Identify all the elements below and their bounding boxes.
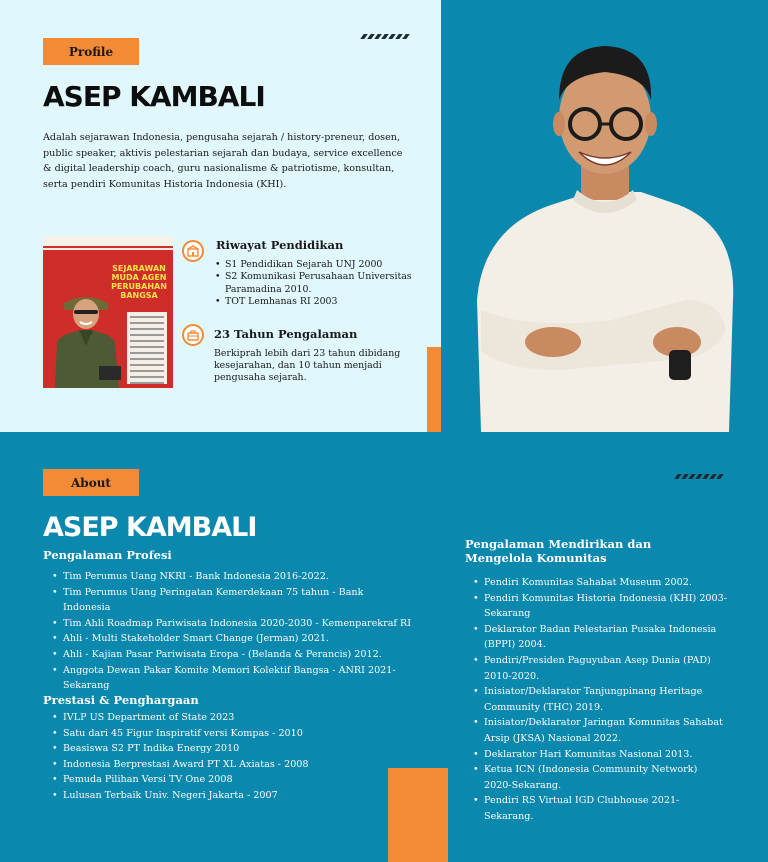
list-item: • Anggota Dewan Pakar Komite Memori Kolektif Bangsa - ANRI 2021-Sekarang [52,663,412,694]
list-item: • Satu dari 45 Figur Inspiratif versi Kompas - 2010 [52,726,372,742]
list-item: • S2 Komunikasi Perusahaan Universitas Paramadina 2010. [214,271,424,296]
list-item: • TOT Lemhanas RI 2003 [214,296,424,308]
list-item: • Ahli - Kajian Pasar Pariwisata Eropa - (Belanda & Perancis) 2012. [52,647,412,663]
list-item: • Tim Ahli Roadmap Pariwisata Indonesia 2020-2030 - Kemenparekraf RI [52,616,412,632]
decorative-stripes [676,474,722,479]
magazine-title: SEJARAWAN MUDA AGEN PERUBAHAN BANGSA [111,264,167,300]
list-item: • Indonesia Berprestasi Award PT XL Axiatas - 2008 [52,757,372,773]
portrait-photo [441,0,768,432]
experience-description: Berkiprah lebih dari 23 tahun dibidang kesejarahan, dan 10 tahun menjadi pengusaha sejarah. [214,348,401,384]
list-item: • Tim Perumus Uang Peringatan Kemerdekaan 75 tahun - Bank Indonesia [52,585,412,616]
profesi-title: Pengalaman Profesi [43,548,172,562]
about-tag: About [43,469,139,496]
list-item: • Beasiswa S2 PT Indika Energy 2010 [52,741,372,757]
decorative-stripes [362,34,408,39]
profile-panel [0,0,441,432]
list-item: • Lulusan Terbaik Univ. Negeri Jakarta - 2007 [52,788,372,804]
education-list [214,259,424,309]
school-icon [182,240,204,262]
list-item: • Tim Perumus Uang NKRI - Bank Indonesia 2016-2022. [52,569,412,585]
list-item: • Pendiri RS Virtual IGD Clubhouse 2021-Sekarang. [473,793,728,824]
list-item: • Deklarator Badan Pelestarian Pusaka Indonesia (BPPI) 2004. [473,622,728,653]
profesi-list [52,569,412,694]
list-item: • Ahli - Multi Stakeholder Smart Change (Jerman) 2021. [52,631,412,647]
list-item: • Pendiri/Presiden Paguyuban Asep Dunia (PAD) 2010-2020. [473,653,728,684]
list-item: • Ketua ICN (Indonesia Community Network) 2020-Sekarang. [473,762,728,793]
portrait-panel [441,0,768,432]
list-item: • Deklarator Hari Komunitas Nasional 2013. [473,747,728,763]
magazine-person-figure [49,270,123,388]
education-title: Riwayat Pendidikan [216,238,344,252]
magazine-cover-image [43,236,173,388]
komunitas-list [473,575,728,825]
list-item: • S1 Pendidikan Sejarah UNJ 2000 [214,259,424,271]
decorative-orange-bar [427,347,441,432]
about-name: ASEP KAMBALI [43,512,257,543]
prestasi-title: Prestasi & Penghargaan [43,693,199,707]
experience-title: 23 Tahun Pengalaman [214,327,358,341]
list-item: • IVLP US Department of State 2023 [52,710,372,726]
profile-tag: Profile [43,38,139,65]
list-item: • Inisiator/Deklarator Jaringan Komunitas Sahabat Arsip (JKSA) Nasional 2022. [473,715,728,746]
list-item: • Inisiator/Deklarator Tanjungpinang Heritage Community (THC) 2019. [473,684,728,715]
profile-name: ASEP KAMBALI [43,80,265,113]
list-item: • Pendiri Komunitas Sahabat Museum 2002. [473,575,728,591]
magazine-text-column [127,312,167,384]
decorative-orange-block [388,768,448,862]
list-item: • Pemuda Pilihan Versi TV One 2008 [52,772,372,788]
profile-intro: Adalah sejarawan Indonesia, pengusaha sejarah / history-preneur, dosen, public speaker, aktivis pelestarian sejarah dan budaya, service excellence & digital leadership coach, guru nasionalisme & patriotisme, konsultan, serta pendiri Komunitas Historia Indonesia (KHI). [43,132,403,190]
list-item: • Pendiri Komunitas Historia Indonesia (KHI) 2003-Sekarang [473,591,728,622]
briefcase-icon [182,324,204,346]
prestasi-list [52,710,372,804]
komunitas-title: Pengalaman Mendirikan dan Mengelola Komunitas [465,537,652,565]
